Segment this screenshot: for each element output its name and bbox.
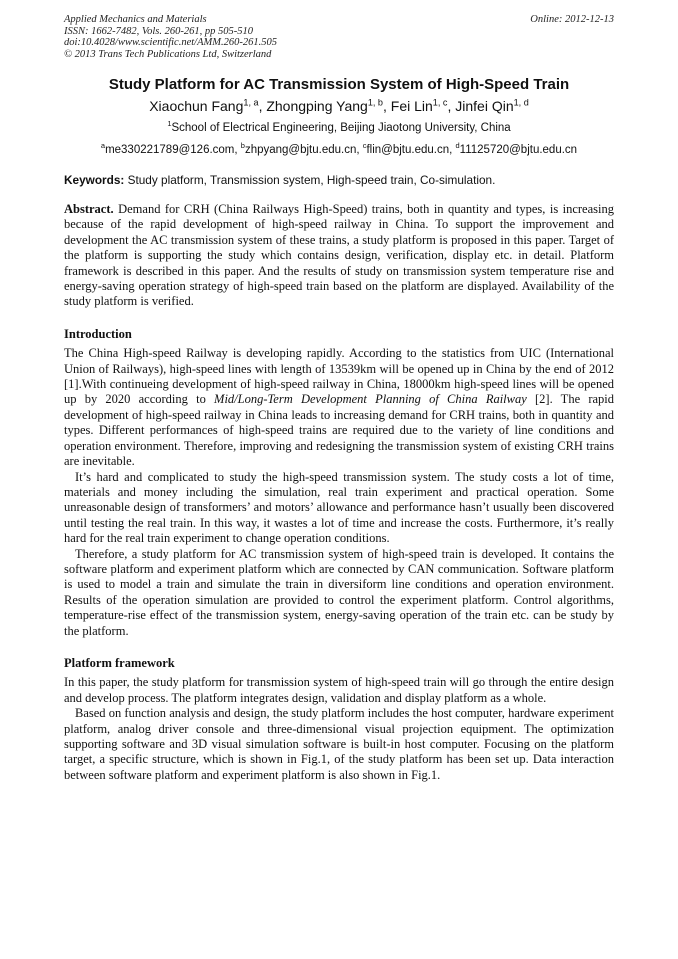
author-sup: 1, c: [432, 97, 448, 108]
copyright-line: © 2013 Trans Tech Publications Ltd, Switzerland: [64, 48, 272, 60]
doi-line: doi:10.4028/www.scientific.net/AMM.260-261.505: [64, 37, 277, 48]
email-link[interactable]: flin@bjtu.edu.cn: [366, 144, 450, 156]
intro-text: The China High-speed Railway is developing rapidly. According to the statistics from UIC (International Union of Railways), high-speed lines with length of 13539km will be opened up in China by the end of 2012 [1].With continueing development of high-speed railway in China, 18000km high-speed lines will be opened up by 2020 according to: [64, 346, 614, 407]
author-name: Jinfei Qin: [455, 98, 514, 114]
author-sup: 1, d: [513, 97, 529, 108]
author-sup: 1, a: [243, 97, 259, 108]
affiliation-sup: 1: [167, 119, 172, 129]
section-heading-introduction: Introduction: [64, 326, 132, 341]
author-sup: 1, b: [367, 97, 383, 108]
email-sup: b: [240, 141, 245, 151]
keywords-label: Keywords:: [64, 173, 125, 187]
abstract: [64, 202, 614, 310]
affiliation-text: School of Electrical Engineering, Beijing Jiaotong University, China: [171, 122, 511, 134]
journal-header: [64, 14, 614, 60]
email-list: $^a$me330221789@126.com, $^b$zhpyang@bjtu.edu.cn, $^c$flin@bjtu.edu.cn, $^d$11125720@bjtu.edu.cn: [100, 141, 578, 156]
email-sup: a: [100, 141, 106, 151]
framework-paragraph-1: In this paper, the study platform for transmission system of high-speed train will go through the entire design and develop process. The platform integrates design, validation and display platform as a whole.: [64, 675, 614, 705]
email-link[interactable]: zhpyang@bjtu.edu.cn: [244, 144, 357, 156]
author-name: Xiaochun Fang: [149, 98, 244, 114]
intro-paragraph-2: It’s hard and complicated to study the high-speed transmission system. The study costs a lot of time, materials and money including the simulation, real train experiment and practical operation. Some unreasonable design of transformers’ and motors’ allowance and performance hasn’t usually been discovered until testing the real train. In this way, it wastes a lot of time and increase the costs. Furthermore, it’s really hard for the real train experiment to change operation conditions.: [64, 469, 614, 546]
intro-paragraph-3: Therefore, a study platform for AC transmission system of high-speed train is developed. It contains the software platform and experiment platform which are connected by CAN communication. Software platform is used to model a train and simulate the train in diversiform line conditions and operation environment. Results of the operation simulation are provided to control the experiment platform. Control algorithms, temperature-rise effect of the transmission system, energy-saving operation of the train etc. can be study by the platform.: [64, 546, 614, 638]
journal-name: Applied Mechanics and Materials: [64, 14, 207, 25]
author-list: Xiaochun Fang$^{1, a}$, Zhongping Yang$^{1, b}$, Fei Lin$^{1, c}$, Jinfei Qin$^{1, d}$: [149, 97, 529, 114]
author-name: Fei Lin: [390, 98, 433, 114]
section-heading-framework: Platform framework: [64, 655, 175, 670]
online-date: Online: 2012-12-13: [530, 14, 614, 25]
email-link[interactable]: me330221789@126.com: [105, 144, 235, 156]
cited-document-title: Mid/Long-Term Development Planning of China Railway: [214, 392, 527, 407]
issn-line: ISSN: 1662-7482, Vols. 260-261, pp 505-510: [64, 25, 253, 37]
affiliation: [64, 120, 614, 136]
intro-text: [2]. The rapid development of high-speed railway in China leads to increasing demand for CRH trains, both in quantity and types. Different performances of high-speed trains are required due to the variety of line conditions and operation environment. Therefore, improving and redesigning the transmission system of existing CRH trains are inevitable.: [64, 392, 614, 469]
abstract-label: Abstract.: [64, 202, 114, 216]
email-sup: c: [362, 141, 367, 151]
paper-page: [64, 14, 614, 783]
email-sup: d: [455, 141, 460, 151]
author-name: Zhongping Yang: [266, 98, 368, 114]
abstract-text: Demand for CRH (China Railways High-Speed) trains, both in quantity and types, is increasing because of the rapid development of high-speed railway in China. To support the improvement and development the AC transmission system of these trains, a study platform is proposed in this paper. Target of the platform is supporting the study which contains design, verification, display etc. in detail. Platform framework is described in this paper. And the results of study on transmission system temperature rise and energy-saving operation strategy of high-speed train based on the platform are displayed. Availability of the study platform is verified.: [64, 202, 614, 309]
keywords-text: Study platform, Transmission system, High-speed train, Co-simulation.: [127, 173, 496, 187]
paper-title: Study Platform for AC Transmission System of High-Speed Train: [108, 76, 570, 93]
framework-paragraph-2: Based on function analysis and design, the study platform includes the host computer, hardware experiment platform, analog driver console and three-dimensional visual projection equipment. The optimization supporting software and 3D visual simulation software is built-in host computer. Focusing on the platform target, a specific structure, which is shown in Fig.1, of the study platform has been set up. Data interaction between software platform and experiment platform is also shown in Fig.1.: [64, 706, 614, 782]
keywords: [64, 172, 614, 189]
email-link[interactable]: 11125720@bjtu.edu.cn: [459, 144, 578, 156]
intro-paragraph-1: [64, 346, 614, 469]
